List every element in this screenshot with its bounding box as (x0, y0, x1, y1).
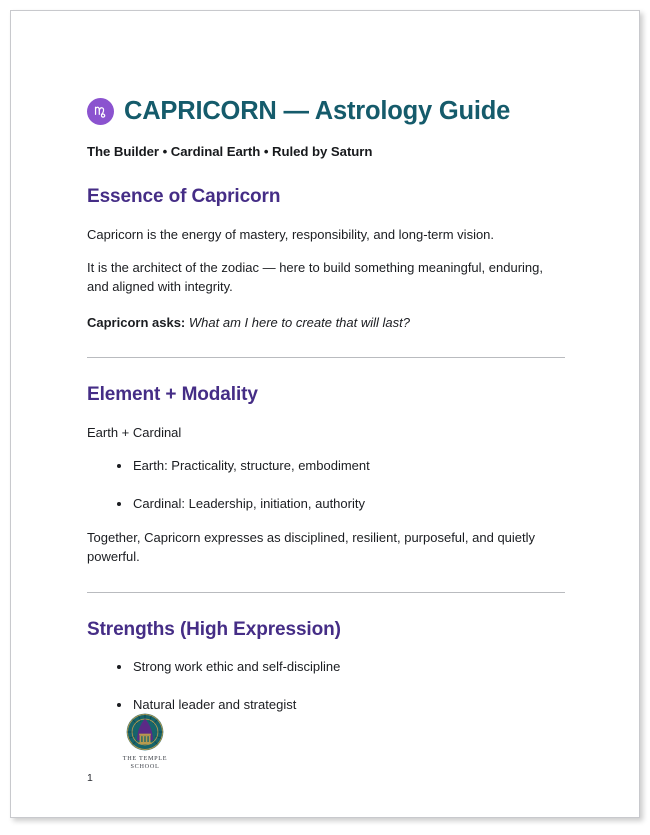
list-item: Earth: Practicality, structure, embodiment (87, 457, 565, 476)
temple-school-logo (108, 712, 182, 771)
document-subtitle: The Builder • Cardinal Earth • Ruled by Saturn (87, 144, 373, 160)
temple-school-logo-line-1: THE TEMPLE (122, 755, 168, 762)
section-divider-2 (87, 592, 565, 593)
capricorn-asks-line (87, 313, 565, 332)
element-modality-intro: Earth + Cardinal (87, 425, 182, 441)
temple-school-emblem-icon (125, 712, 165, 752)
element-modality-bullet-list (87, 457, 565, 515)
section-heading-strengths: Strengths (High Expression) (87, 618, 341, 640)
page-number: 1 (87, 772, 93, 784)
page-title: CAPRICORN — Astrology Guide (124, 97, 511, 125)
section-essence (87, 186, 565, 332)
capricorn-glyph-icon (87, 98, 114, 125)
section-heading-essence: Essence of Capricorn (87, 186, 281, 208)
element-modality-outro: Together, Capricorn expresses as disciplined, resilient, purposeful, and quietly powerful. (87, 530, 536, 565)
page-footer (87, 712, 565, 784)
list-item: Natural leader and strategist (87, 696, 565, 715)
document-title-row (87, 97, 565, 125)
list-item: Cardinal: Leadership, initiation, authority (87, 495, 565, 514)
essence-paragraph-1: Capricorn is the energy of mastery, responsibility, and long-term vision. (87, 227, 495, 243)
temple-school-logo-line-2: SCHOOL (130, 763, 160, 771)
section-element-modality (87, 384, 565, 566)
capricorn-asks-question: What am I here to create that will last? (188, 315, 410, 331)
list-item: Strong work ethic and self-discipline (87, 658, 565, 677)
section-divider-1 (87, 357, 565, 358)
document-page (10, 10, 640, 818)
strengths-bullet-list (87, 658, 565, 716)
section-strengths (87, 619, 565, 716)
essence-paragraph-2: It is the architect of the zodiac — here to build something meaningful, enduring, and aligned with integrity. (87, 260, 543, 295)
capricorn-asks-label: Capricorn asks: (87, 315, 186, 331)
section-heading-element-modality: Element + Modality (87, 384, 258, 406)
page-content (87, 97, 565, 729)
